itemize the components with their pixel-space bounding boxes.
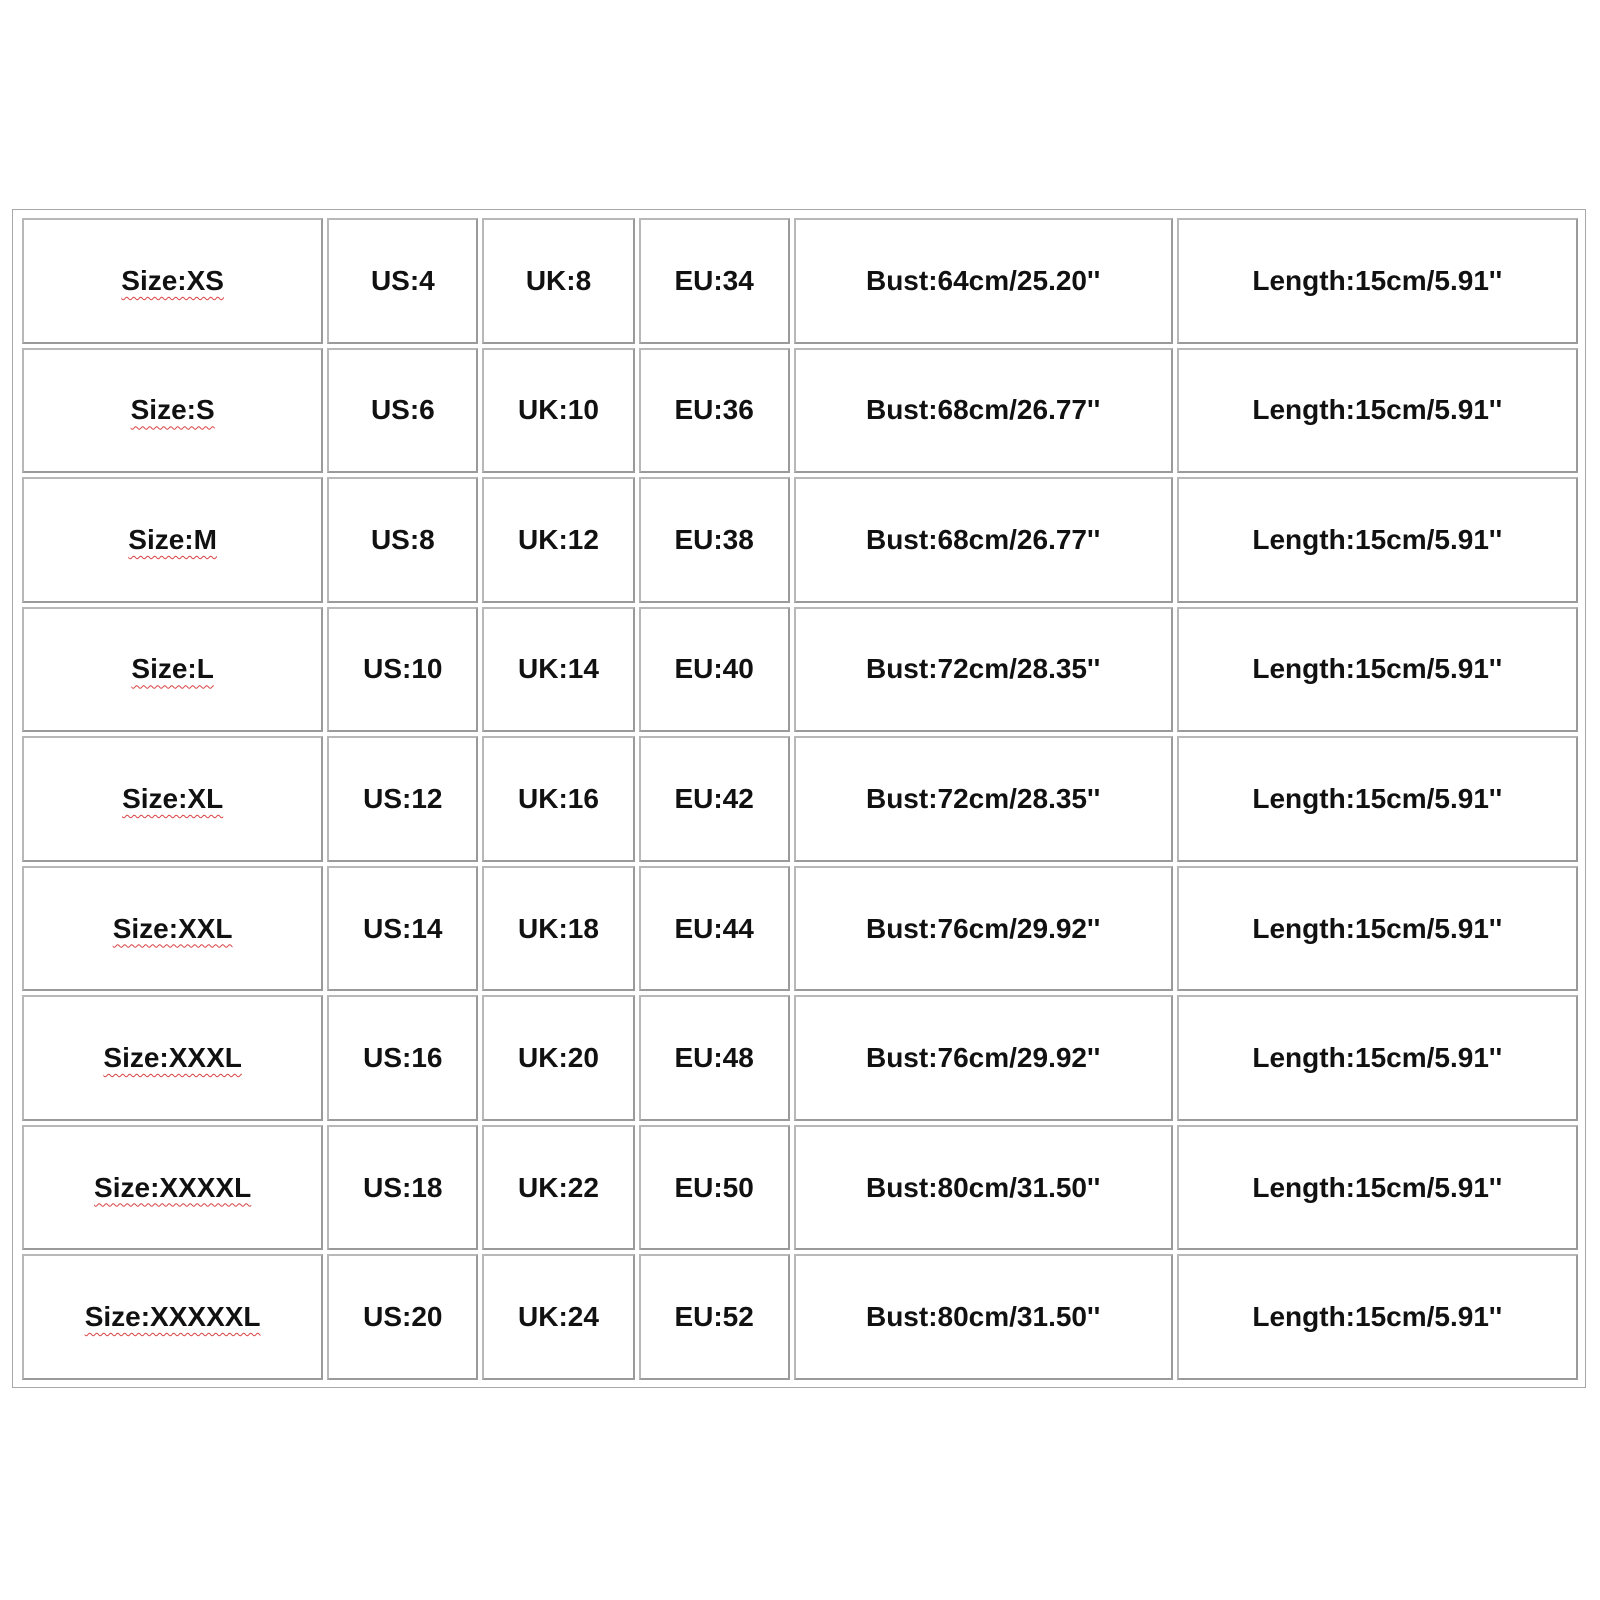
bust-cell: Bust:72cm/28.35'' [794, 607, 1173, 733]
us-size-cell: US:10 [327, 607, 478, 733]
bust-cell: Bust:76cm/29.92'' [794, 866, 1173, 992]
size-label: Size:XS [121, 264, 224, 296]
table-row [22, 866, 1578, 992]
bust-cell: Bust:80cm/31.50'' [794, 1125, 1173, 1251]
uk-size-cell: UK:22 [482, 1125, 634, 1251]
bust-cell: Bust:76cm/29.92'' [794, 995, 1173, 1121]
us-size-cell: US:8 [327, 477, 478, 603]
size-label: Size:XL [122, 782, 224, 814]
table-row [22, 477, 1578, 603]
table-row [22, 1125, 1578, 1251]
us-size-cell: US:4 [327, 218, 478, 344]
size-cell [22, 477, 323, 603]
eu-size-cell: EU:34 [639, 218, 790, 344]
size-cell [22, 995, 323, 1121]
uk-size-cell: UK:20 [482, 995, 634, 1121]
us-size-cell: US:16 [327, 995, 478, 1121]
bust-cell: Bust:64cm/25.20'' [794, 218, 1173, 344]
uk-size-cell: UK:10 [482, 348, 634, 474]
size-chart [12, 209, 1586, 1388]
size-label: Size:M [128, 523, 217, 555]
bust-cell: Bust:80cm/31.50'' [794, 1254, 1173, 1380]
length-cell: Length:15cm/5.91'' [1177, 218, 1578, 344]
eu-size-cell: EU:36 [639, 348, 790, 474]
eu-size-cell: EU:52 [639, 1254, 790, 1380]
eu-size-cell: EU:50 [639, 1125, 790, 1251]
us-size-cell: US:6 [327, 348, 478, 474]
table-row [22, 218, 1578, 344]
size-label: Size:S [130, 394, 215, 426]
table-row [22, 607, 1578, 733]
bust-cell: Bust:68cm/26.77'' [794, 477, 1173, 603]
table-row [22, 995, 1578, 1121]
length-cell: Length:15cm/5.91'' [1177, 348, 1578, 474]
eu-size-cell: EU:38 [639, 477, 790, 603]
uk-size-cell: UK:24 [482, 1254, 634, 1380]
size-cell [22, 736, 323, 862]
length-cell: Length:15cm/5.91'' [1177, 607, 1578, 733]
length-cell: Length:15cm/5.91'' [1177, 736, 1578, 862]
uk-size-cell: UK:8 [482, 218, 634, 344]
uk-size-cell: UK:18 [482, 866, 634, 992]
size-cell [22, 1254, 323, 1380]
table-row [22, 348, 1578, 474]
table-row [22, 1254, 1578, 1380]
uk-size-cell: UK:14 [482, 607, 634, 733]
length-cell: Length:15cm/5.91'' [1177, 477, 1578, 603]
bust-cell: Bust:72cm/28.35'' [794, 736, 1173, 862]
bust-cell: Bust:68cm/26.77'' [794, 348, 1173, 474]
size-label: Size:L [131, 653, 214, 685]
size-label: Size:XXXL [103, 1042, 242, 1074]
eu-size-cell: EU:48 [639, 995, 790, 1121]
length-cell: Length:15cm/5.91'' [1177, 866, 1578, 992]
table-row [22, 736, 1578, 862]
size-label: Size:XXL [112, 912, 233, 944]
eu-size-cell: EU:42 [639, 736, 790, 862]
length-cell: Length:15cm/5.91'' [1177, 995, 1578, 1121]
size-cell [22, 866, 323, 992]
length-cell: Length:15cm/5.91'' [1177, 1254, 1578, 1380]
size-cell [22, 218, 323, 344]
size-cell [22, 348, 323, 474]
size-chart-table [18, 214, 1582, 1384]
us-size-cell: US:12 [327, 736, 478, 862]
size-label: Size:XXXXXL [84, 1301, 261, 1333]
size-cell [22, 1125, 323, 1251]
us-size-cell: US:20 [327, 1254, 478, 1380]
us-size-cell: US:14 [327, 866, 478, 992]
length-cell: Length:15cm/5.91'' [1177, 1125, 1578, 1251]
size-cell [22, 607, 323, 733]
uk-size-cell: UK:12 [482, 477, 634, 603]
us-size-cell: US:18 [327, 1125, 478, 1251]
eu-size-cell: EU:40 [639, 607, 790, 733]
size-label: Size:XXXXL [94, 1171, 252, 1203]
eu-size-cell: EU:44 [639, 866, 790, 992]
uk-size-cell: UK:16 [482, 736, 634, 862]
